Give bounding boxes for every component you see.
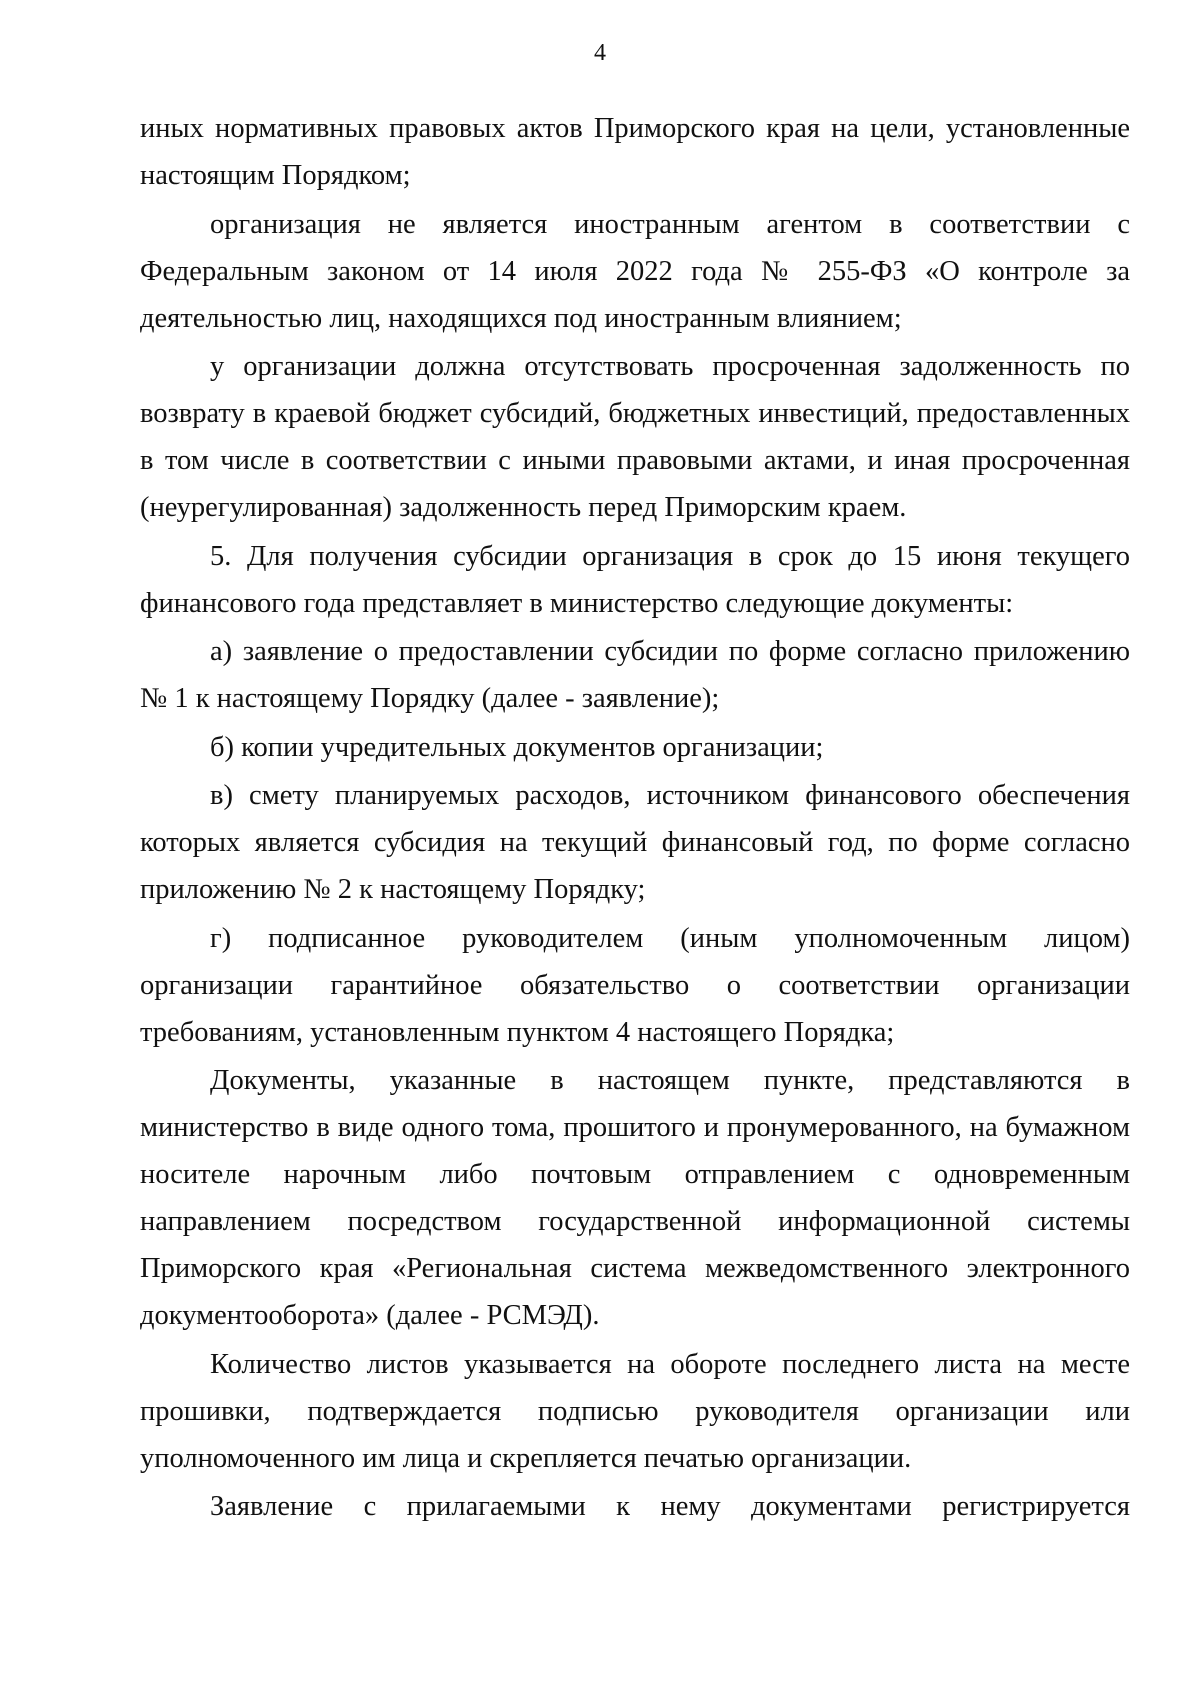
paragraph-registration: Заявление с прилагаемыми к нему документами регистрируется: [210, 1491, 1130, 1522]
paragraph-subitem-a: а) заявление о предоставлении субсидии по форме согласно приложению № 1 к настоящему Порядку (далее - заявление);: [140, 636, 1130, 714]
paragraph-continuation: иных нормативных правовых актов Приморского края на цели, установленные настоящим Порядком;: [140, 113, 1130, 191]
document-body: [140, 105, 1130, 1532]
paragraph-documents-submission: Документы, указанные в настоящем пункте, представляются в министерство в виде одного тома, прошитого и пронумерованного, на бумажном носителе нарочным либо почтовым отправлением с одновременным направлением посредством государственной информационной системы Приморского края «Региональная система межведомственного электронного документооборота» (далее - РСМЭД).: [140, 1065, 1130, 1331]
paragraph-overdue-debt: у организации должна отсутствовать просроченная задолженность по возврату в краевой бюджет субсидий, бюджетных инвестиций, предоставленных в том числе в соответствии с иными правовыми актами, и иная просроченная (неурегулированная) задолженность перед Приморским краем.: [140, 351, 1130, 523]
paragraph-sheet-count: Количество листов указывается на обороте последнего листа на месте прошивки, подтверждается подписью руководителя организации или уполномоченного им лица и скрепляется печатью организации.: [140, 1348, 1130, 1474]
page-number: 4: [594, 40, 606, 66]
paragraph-subitem-v: в) смету планируемых расходов, источником финансового обеспечения которых является субсидия на текущий финансовый год, по форме согласно приложению № 2 к настоящему Порядку;: [140, 780, 1130, 905]
paragraph-subitem-g: г) подписанное руководителем (иным уполномоченным лицом) организации гарантийное обязательство о соответствии организации требованиям, установленным пунктом 4 настоящего Порядка;: [140, 922, 1130, 1048]
paragraph-item-5: 5. Для получения субсидии организация в срок до 15 июня текущего финансового года представляет в министерство следующие документы:: [140, 540, 1130, 619]
paragraph-foreign-agent: организация не является иностранным агентом в соответствии с Федеральным законом от 14 июля 2022 года № 255-ФЗ «О контроле за деятельностью лиц, находящихся под иностранным влиянием;: [140, 208, 1130, 334]
paragraph-subitem-b: б) копии учредительных документов организации;: [210, 731, 824, 763]
